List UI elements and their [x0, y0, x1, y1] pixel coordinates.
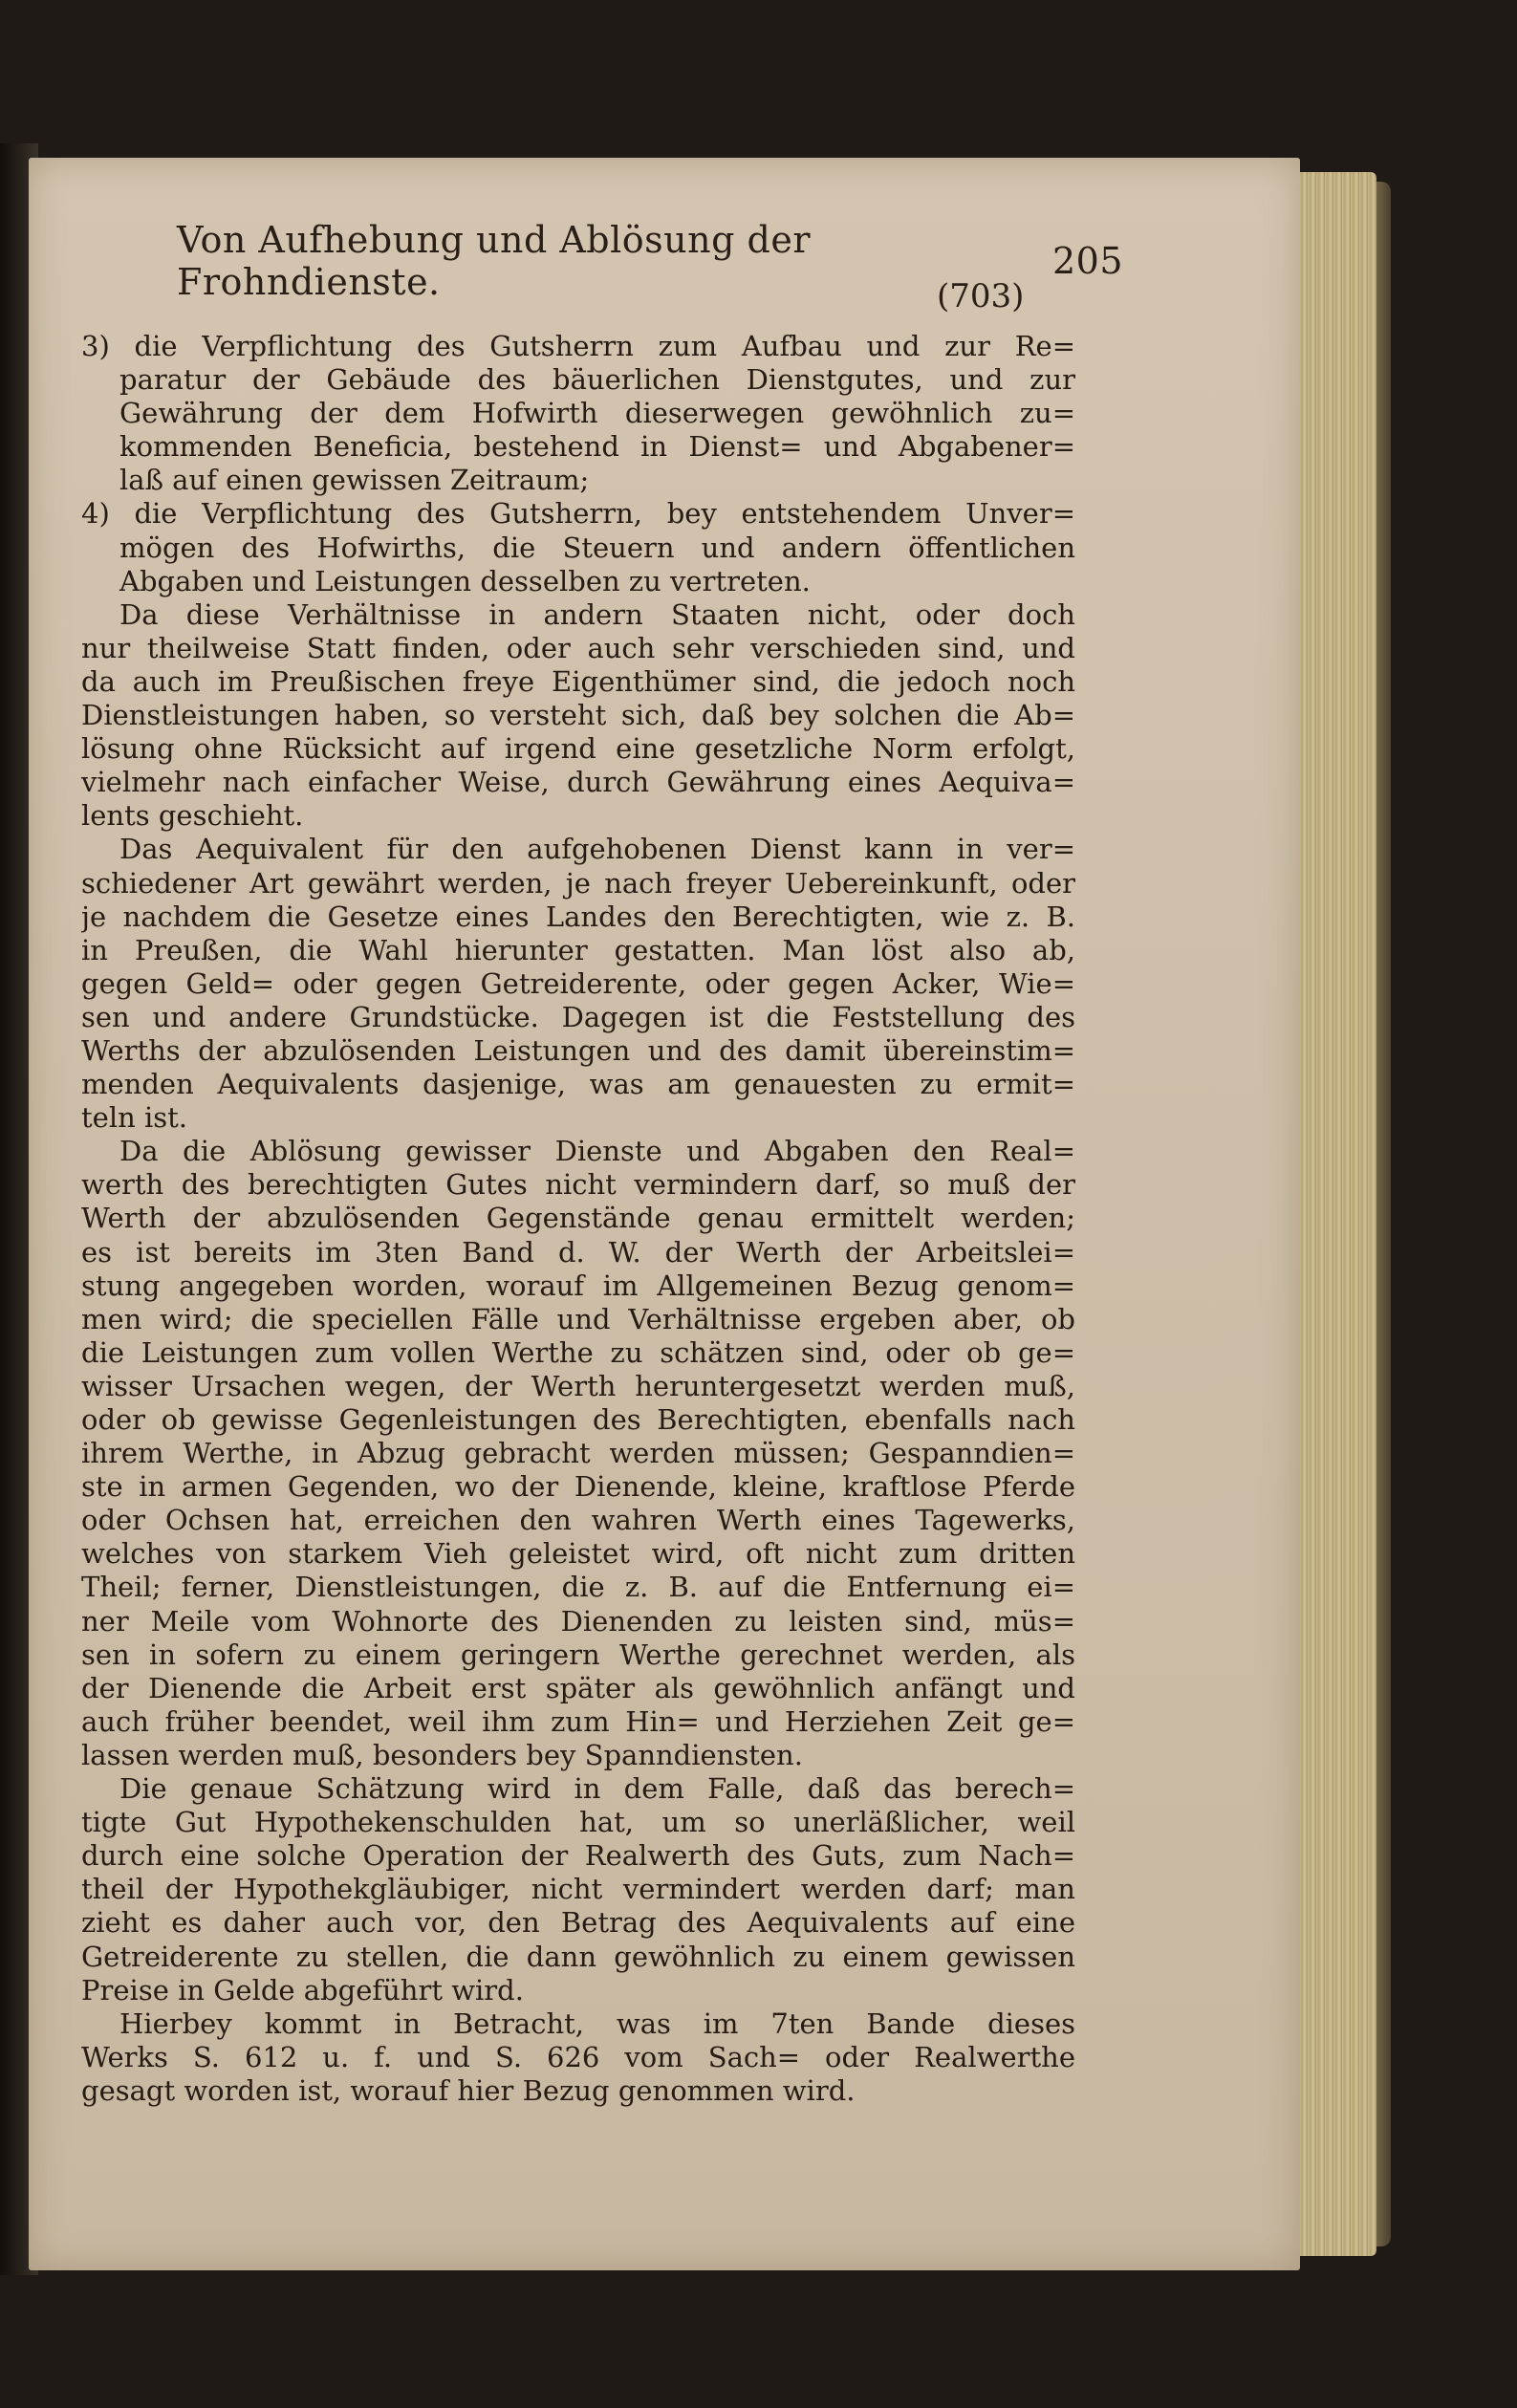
page-number: 205 — [1051, 240, 1123, 282]
text-line: Da diese Verhältnisse in andern Staaten nicht, oder doch — [119, 597, 1075, 631]
text-line: vielmehr nach einfacher Weise, durch Gewährung eines Aequiva= — [81, 766, 1075, 799]
text-line: lents geschieht. — [81, 799, 304, 833]
text-line: ste in armen Gegenden, wo der Dienende, kleine, kraftlose Pferde — [81, 1470, 1075, 1504]
text-line: Das Aequivalent für den aufgehobenen Dienst kann in ver= — [119, 833, 1075, 866]
text-line: der Dienende die Arbeit erst später als gewöhnlich anfängt und — [81, 1671, 1075, 1704]
text-line: 4) die Verpflichtung des Gutsherrn, bey entstehendem Unver= — [81, 497, 1075, 531]
text-line: schiedener Art gewährt werden, je nach freyer Uebereinkunft, oder — [81, 866, 1075, 900]
text-line: lassen werden muß, besonders bey Spanndiensten. — [81, 1738, 803, 1771]
text-line: auch früher beendet, weil ihm zum Hin= und Herziehen Zeit ge= — [81, 1704, 1075, 1738]
text-line: oder Ochsen hat, erreichen den wahren Werth eines Tagewerks, — [81, 1504, 1075, 1537]
text-line: Dienstleistungen haben, so versteht sich, daß bey solchen die Ab= — [81, 699, 1075, 732]
body-text — [81, 330, 1075, 2108]
text-line: teln ist. — [81, 1101, 188, 1135]
text-line: Getreiderente zu stellen, die dann gewöhnlich zu einem gewissen — [81, 1940, 1075, 1973]
text-line: paratur der Gebäude des bäuerlichen Dienstgutes, und zur — [119, 363, 1075, 397]
text-line: je nachdem die Gesetze eines Landes den Berechtigten, wie z. B. — [81, 900, 1075, 933]
text-line: 3) die Verpflichtung des Gutsherrn zum Aufbau und zur Re= — [81, 330, 1075, 362]
text-line: men wird; die speciellen Fälle und Verhältnisse ergeben aber, ob — [81, 1302, 1075, 1335]
text-line: Die genaue Schätzung wird in dem Falle, daß das berech= — [119, 1772, 1075, 1806]
text-line: theil der Hypothekgläubiger, nicht vermindert werden darf; man — [81, 1873, 1075, 1906]
text-line: wisser Ursachen wegen, der Werth heruntergesetzt werden muß, — [81, 1369, 1075, 1402]
text-line: da auch im Preußischen freye Eigenthümer sind, die jedoch noch — [81, 664, 1075, 698]
text-line: Werths der abzulösenden Leistungen und des damit übereinstim= — [81, 1033, 1075, 1067]
text-line: in Preußen, die Wahl hierunter gestatten. Man löst also ab, — [81, 933, 1075, 966]
text-line: laß auf einen gewissen Zeitraum; — [119, 464, 590, 497]
text-line: Werth der abzulösenden Gegenstände genau ermittelt werden; — [81, 1202, 1075, 1235]
text-line: Abgaben und Leistungen desselben zu vertreten. — [119, 564, 811, 597]
text-line: kommenden Beneficia, bestehend in Dienst= und Abgabener= — [119, 430, 1075, 464]
text-line: Werks S. 612 u. f. und S. 626 vom Sach= oder Realwerthe — [81, 2040, 1075, 2073]
text-line: lösung ohne Rücksicht auf irgend eine gesetzliche Norm erfolgt, — [81, 732, 1075, 766]
text-line: es ist bereits im 3ten Band d. W. der Werth der Arbeitslei= — [81, 1235, 1075, 1269]
text-line: menden Aequivalents dasjenige, was am genauesten zu ermit= — [81, 1068, 1075, 1101]
text-line: sen in sofern zu einem geringern Werthe gerechnet werden, als — [81, 1638, 1075, 1671]
text-line: mögen des Hofwirths, die Steuern und andern öffentlichen — [119, 531, 1075, 564]
text-line: gegen Geld= oder gegen Getreiderente, oder gegen Acker, Wie= — [81, 966, 1075, 1000]
page-stack-edge — [1290, 172, 1376, 2256]
text-line: Da die Ablösung gewisser Dienste und Abgaben den Real= — [119, 1135, 1075, 1168]
text-line: Hierbey kommt in Betracht, was im 7ten Bande dieses — [119, 2007, 1075, 2040]
text-line: Gewährung der dem Hofwirth dieserwegen gewöhnlich zu= — [119, 397, 1075, 430]
text-line: tigte Gut Hypothekenschulden hat, um so unerläßlicher, weil — [81, 1806, 1075, 1839]
text-line: Theil; ferner, Dienstleistungen, die z. B. auf die Entfernung ei= — [81, 1571, 1075, 1604]
text-line: nur theilweise Statt finden, oder auch sehr verschieden sind, und — [81, 631, 1075, 664]
text-line: ner Meile vom Wohnorte des Dienenden zu leisten sind, müs= — [81, 1604, 1075, 1638]
text-line: Preise in Gelde abgeführt wird. — [81, 1973, 524, 2007]
text-line: welches von starkem Vieh geleistet wird, oft nicht zum dritten — [81, 1537, 1075, 1571]
text-line: die Leistungen zum vollen Werthe zu schätzen sind, oder ob ge= — [81, 1335, 1075, 1369]
text-line: gesagt worden ist, worauf hier Bezug genommen wird. — [81, 2073, 856, 2107]
text-line: ihrem Werthe, in Abzug gebracht werden müssen; Gespanndien= — [81, 1437, 1075, 1470]
running-title: Von Aufhebung und Ablösung der Frohndienste. — [177, 219, 811, 303]
text-line: durch eine solche Operation der Realwerth des Guts, zum Nach= — [81, 1839, 1075, 1873]
text-line: zieht es daher auch vor, den Betrag des Aequivalents auf eine — [81, 1906, 1075, 1940]
marginal-number: (703) — [937, 277, 1025, 315]
text-line: oder ob gewisse Gegenleistungen des Berechtigten, ebenfalls nach — [81, 1403, 1075, 1436]
text-line: werth des berechtigten Gutes nicht vermindern darf, so muß der — [81, 1168, 1075, 1202]
text-line: stung angegeben worden, worauf im Allgemeinen Bezug genom= — [81, 1269, 1075, 1302]
text-line: sen und andere Grundstücke. Dagegen ist die Feststellung des — [81, 1000, 1075, 1033]
